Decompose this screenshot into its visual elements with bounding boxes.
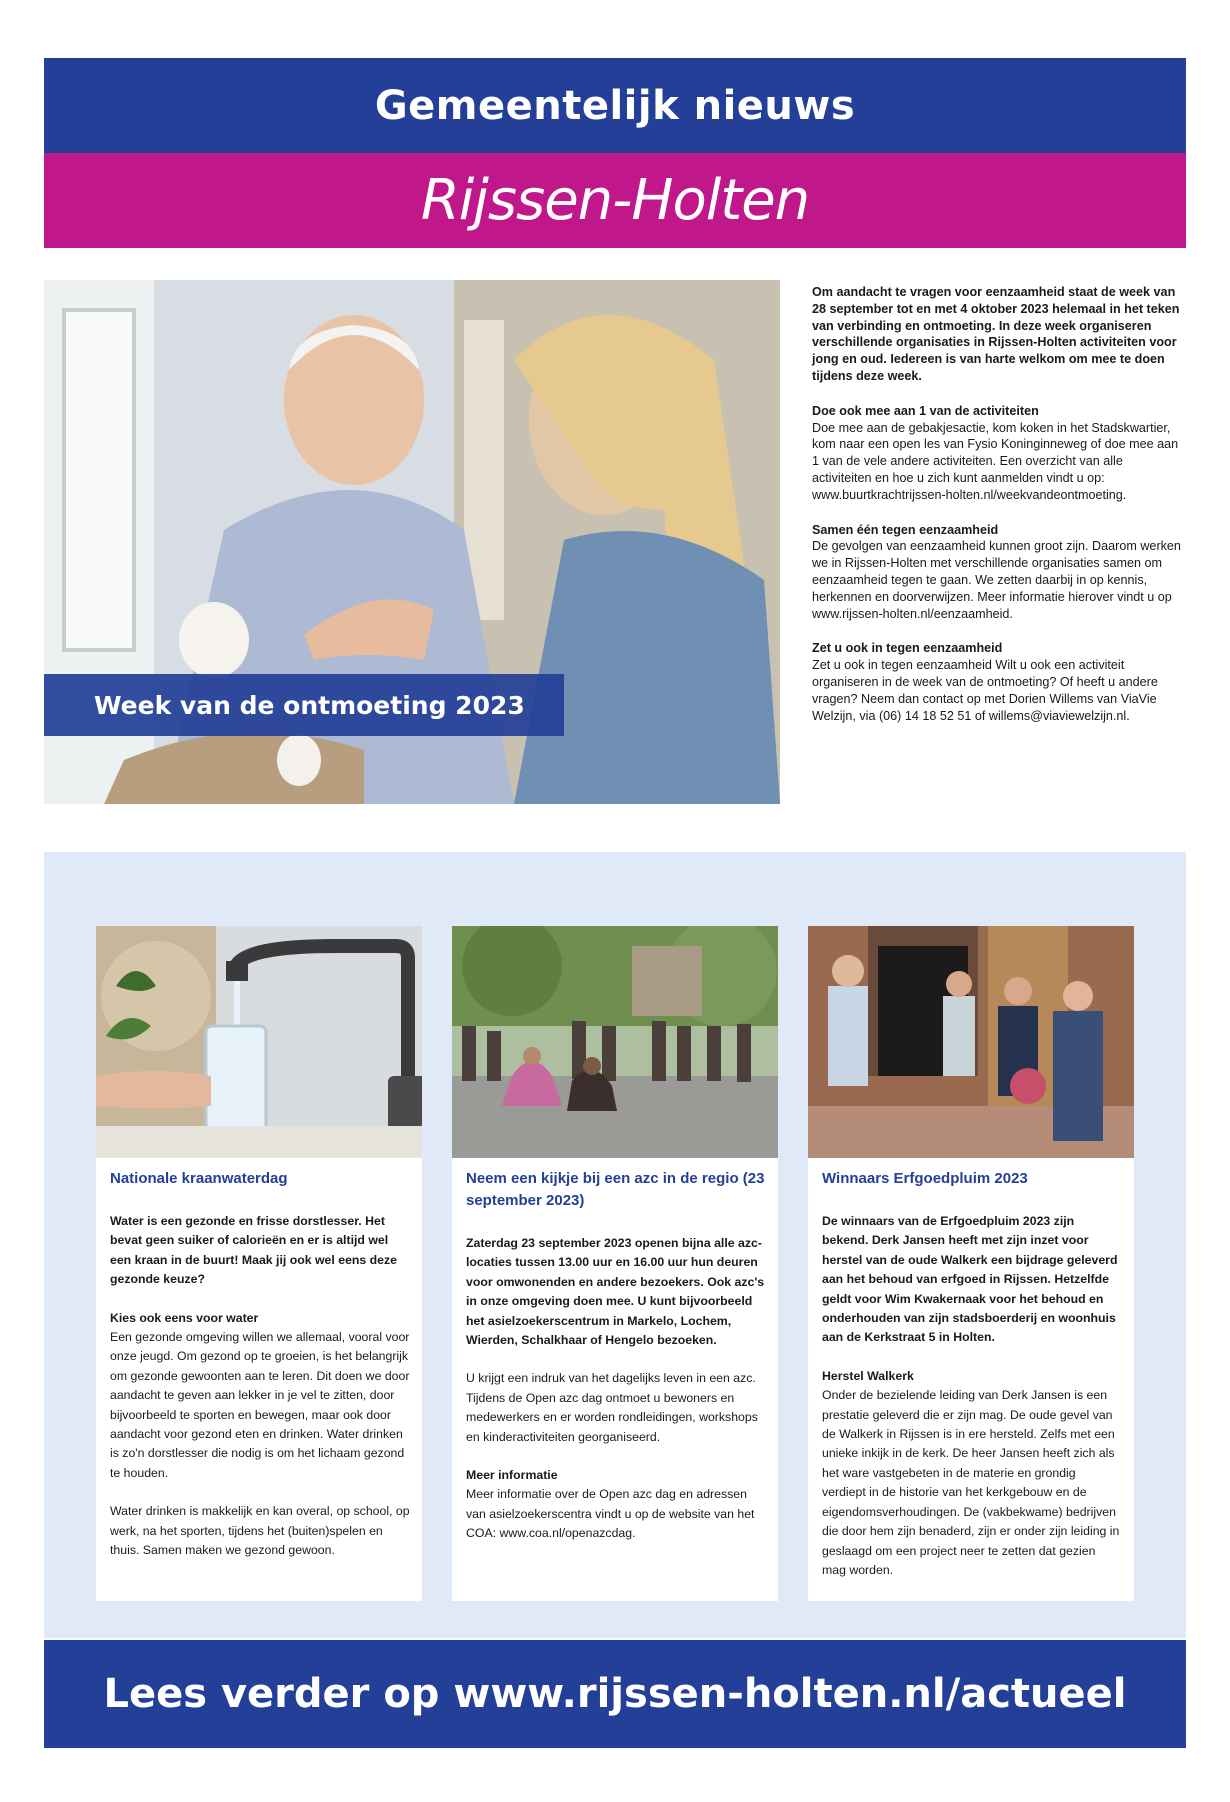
card-photo-tap xyxy=(96,926,422,1158)
card-text: Onder de bezielende leiding van Derk Jansen is een prestatie geleverd die er zijn mag. De oude gevel van de Walkerk in Rijssen is in ere hersteld. Zelfs met een unieke inkijk in de kerk. De heer Jansen heeft zich als het ware vastgebeten in de materie en grondig verdiept in de historie van het kerkgebouw en de eigendomsverhoudingen. De (vakbekwame) bedrijven die door hem zijn benaderd, zijn er onder zijn leiding in geslaagd om een project neer te zetten dat gezien mag worden. xyxy=(822,1388,1120,1577)
card-title: Neem een kijkje bij een azc in de regio (23 september 2023) xyxy=(466,1170,765,1209)
card-body xyxy=(822,1168,1122,1599)
card-text: Water drinken is makkelijk en kan overal, op school, op werk, na het sporten, tijdens het (buiten)spelen en thuis. Samen maken we gezond gewoon. xyxy=(110,1504,410,1558)
crowd-illustration xyxy=(452,926,778,1158)
intro-section-heading: Samen één tegen eenzaamheid xyxy=(812,522,999,537)
card-heading: Meer informatie xyxy=(466,1468,558,1483)
intro-section xyxy=(812,640,1184,724)
news-card-kraanwater xyxy=(96,926,422,1601)
card-heading: Herstel Walkerk xyxy=(822,1368,914,1383)
intro-section-text: Zet u ook in tegen eenzaamheid Wilt u ook een activiteit organiseren in de week van de ontmoeting? Of heeft u andere vragen? Neem dan contact op met Dorien Willems van ViaVie Welzijn, via (06) 14 18 52 51 of willems@viaviewelzijn.nl. xyxy=(812,658,1158,723)
page-title: Gemeentelijk nieuws xyxy=(374,82,856,129)
footer-link-text[interactable]: Lees verder op www.rijssen-holten.nl/actueel xyxy=(103,1671,1127,1717)
intro-section xyxy=(812,522,1184,623)
card-photo-erfgoed xyxy=(808,926,1134,1158)
card-body xyxy=(110,1168,410,1580)
tap-illustration xyxy=(96,926,422,1158)
intro-lead: Om aandacht te vragen voor eenzaamheid staat de week van 28 september tot en met 4 oktober 2023 helemaal in het teken van verbinding en ontmoeting. In deze week organiseren verschillende organisaties in Rijssen-Holten activiteiten voor jong en oud. Iedereen is van harte welkom om mee te doen tijdens deze week. xyxy=(812,285,1180,383)
intro-section-text: De gevolgen van eenzaamheid kunnen groot zijn. Daarom werken we in Rijssen-Holten met verschillende organisaties samen om eenzaamheid tegen te gaan. We zetten daarbij in op kennis, herkennen en doorverwijzen. Meer informatie hierover vindt u op www.rijssen-holten.nl/eenzaamheid. xyxy=(812,539,1181,621)
card-text: U krijgt een indruk van het dagelijks leven in een azc. Tijdens de Open azc dag ontmoet u bewoners en medewerkers en er worden rondleidingen, workshops en kinderactiviteiten georganiseerd. xyxy=(466,1371,758,1444)
subtitle-banner xyxy=(44,153,1186,248)
card-lead: Zaterdag 23 september 2023 openen bijna alle azc-locaties tussen 13.00 uur en 16.00 uur hun deuren voor omwonenden en andere bezoekers. Ook azc's in onze omgeving doen mee. U kunt bijvoorbeeld het asielzoekerscentrum in Markelo, Lochem, Wierden, Schalkhaar of Hengelo bezoeken. xyxy=(466,1236,765,1348)
intro-section-text: Doe mee aan de gebakjesactie, kom koken in het Stadskwartier, kom naar een open les van Fysio Koninginneweg of doe mee aan 1 van de vele andere activiteiten. Een overzicht van alle activiteiten en hoe u zich kunt aanmelden vindt u op: www.buurtkrachtrijssen-holten.nl/weekvandeontmoeting. xyxy=(812,420,1179,502)
card-text: Meer informatie over de Open azc dag en adressen van asielzoekerscentra vindt u op de website van het COA: www.coa.nl/openazcdag. xyxy=(466,1487,755,1541)
card-body xyxy=(466,1168,766,1563)
card-text: Een gezonde omgeving willen we allemaal, vooral voor onze jeugd. Om gezond op te groeien, is het belangrijk om gezonde gewoonten aan te leren. Dit doen we door aandacht te geven aan lekker in je vel te zitten, door bijvoorbeeld te sporten en bewegen, maar ook door aandacht voor gezond eten en drinken. Water drinken is zo'n dorstlesser die nodig is om het lichaam gezond te houden. xyxy=(110,1330,410,1480)
intro-section xyxy=(812,403,1184,504)
news-panel xyxy=(44,852,1186,1638)
card-lead: Water is een gezonde en frisse dorstlesser. Het bevat geen suiker of calorieën en er is altijd wel een kraan in de buurt! Maak jij ook wel eens deze gezonde keuze? xyxy=(110,1214,398,1287)
card-heading: Kies ook eens voor water xyxy=(110,1310,259,1325)
hero-caption-text: Week van de ontmoeting 2023 xyxy=(94,690,525,720)
card-title: Nationale kraanwaterdag xyxy=(110,1170,288,1187)
news-card-azc xyxy=(452,926,778,1601)
card-lead: De winnaars van de Erfgoedpluim 2023 zijn bekend. Derk Jansen heeft met zijn inzet voor herstel van de oude Walkerk een bijdrage geleverd aan het behoud van erfgoed in Rijssen. Hetzelfde geldt voor Wim Kwakernaak voor het behoud en onderhouden van zijn stadsboerderij en woonhuis aan de Kerkstraat 5 in Holten. xyxy=(822,1214,1118,1345)
footer-banner xyxy=(44,1640,1186,1748)
hero-caption xyxy=(44,674,564,736)
page-subtitle: Rijssen-Holten xyxy=(420,168,810,233)
news-card-erfgoed xyxy=(808,926,1134,1601)
card-photo-azc xyxy=(452,926,778,1158)
intro-column xyxy=(812,284,1184,742)
church-illustration xyxy=(808,926,1134,1158)
hero-photo xyxy=(44,280,780,804)
intro-section-heading: Doe ook mee aan 1 van de activiteiten xyxy=(812,403,1039,418)
intro-section-heading: Zet u ook in tegen eenzaamheid xyxy=(812,641,1003,656)
header-banner xyxy=(44,58,1186,153)
card-title: Winnaars Erfgoedpluim 2023 xyxy=(822,1170,1028,1187)
